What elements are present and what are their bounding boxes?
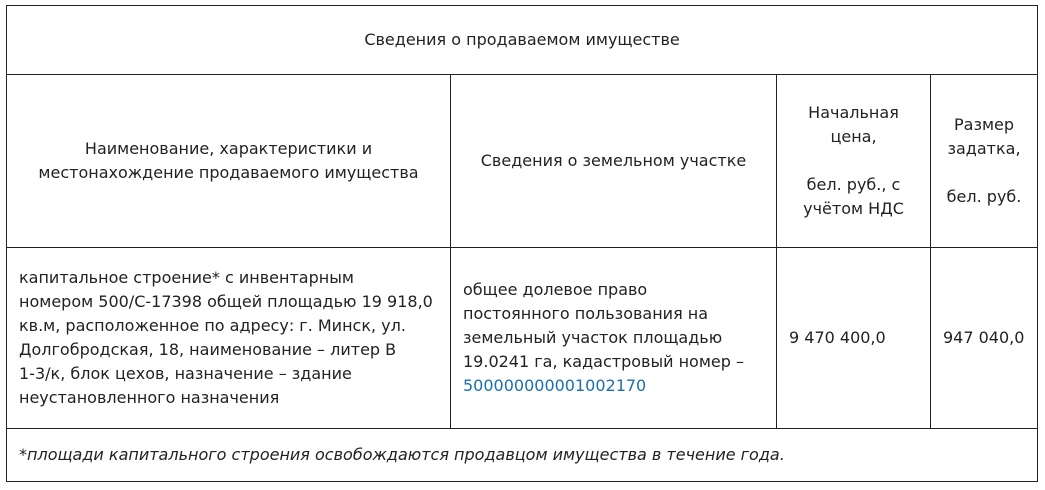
land-line: 19.0241 га, кадастровый номер – [463,352,744,371]
description-line: 1-3/к, блок цехов, назначение – здание [19,364,352,383]
property-description [7,248,451,429]
description-line: номером 500/С-17398 общей площадью 19 918,0 [19,292,433,311]
header-price-line-2: цена, [830,127,877,146]
property-sale-table [6,5,1038,482]
table-row [7,248,1038,429]
header-land-info: Сведения о земельном участке [451,75,777,248]
header-deposit-line-3: бел. руб. [946,187,1022,206]
table-header-row [7,75,1038,248]
land-line: постоянного пользования на [463,304,709,323]
land-line: земельный участок площадью [463,328,723,347]
description-line: капитальное строение* с инвентарным [19,268,354,287]
cadastral-number-link[interactable]: 500000000001002170 [463,376,647,395]
land-plot-info [451,248,777,429]
starting-price-value: 9 470 400,0 [777,248,931,429]
land-line: общее долевое право [463,280,648,299]
description-line: неустановленного назначения [19,388,280,407]
description-line: Долгобродская, 18, наименование – литер В [19,340,397,359]
header-starting-price [777,75,931,248]
description-line: кв.м, расположенное по адресу: г. Минск, ул. [19,316,406,335]
header-deposit-line-2: задатка, [947,139,1021,158]
header-price-line-4: учётом НДС [803,199,904,218]
header-price-line-3: бел. руб., с [806,175,901,194]
table-title: Сведения о продаваемом имуществе [7,6,1038,75]
header-deposit [931,75,1038,248]
header-property-name [7,75,451,248]
deposit-value: 947 040,0 [931,248,1038,429]
header-name-line-2: местонахождение продаваемого имущества [38,163,419,182]
header-price-line-1: Начальная [808,103,899,122]
header-name-line-1: Наименование, характеристики и [84,139,373,158]
footnote-row [7,429,1038,482]
footnote: *площади капитального строения освобождаются продавцом имущества в течение года. [7,429,1038,482]
header-deposit-line-1: Размер [954,115,1015,134]
table-title-row [7,6,1038,75]
